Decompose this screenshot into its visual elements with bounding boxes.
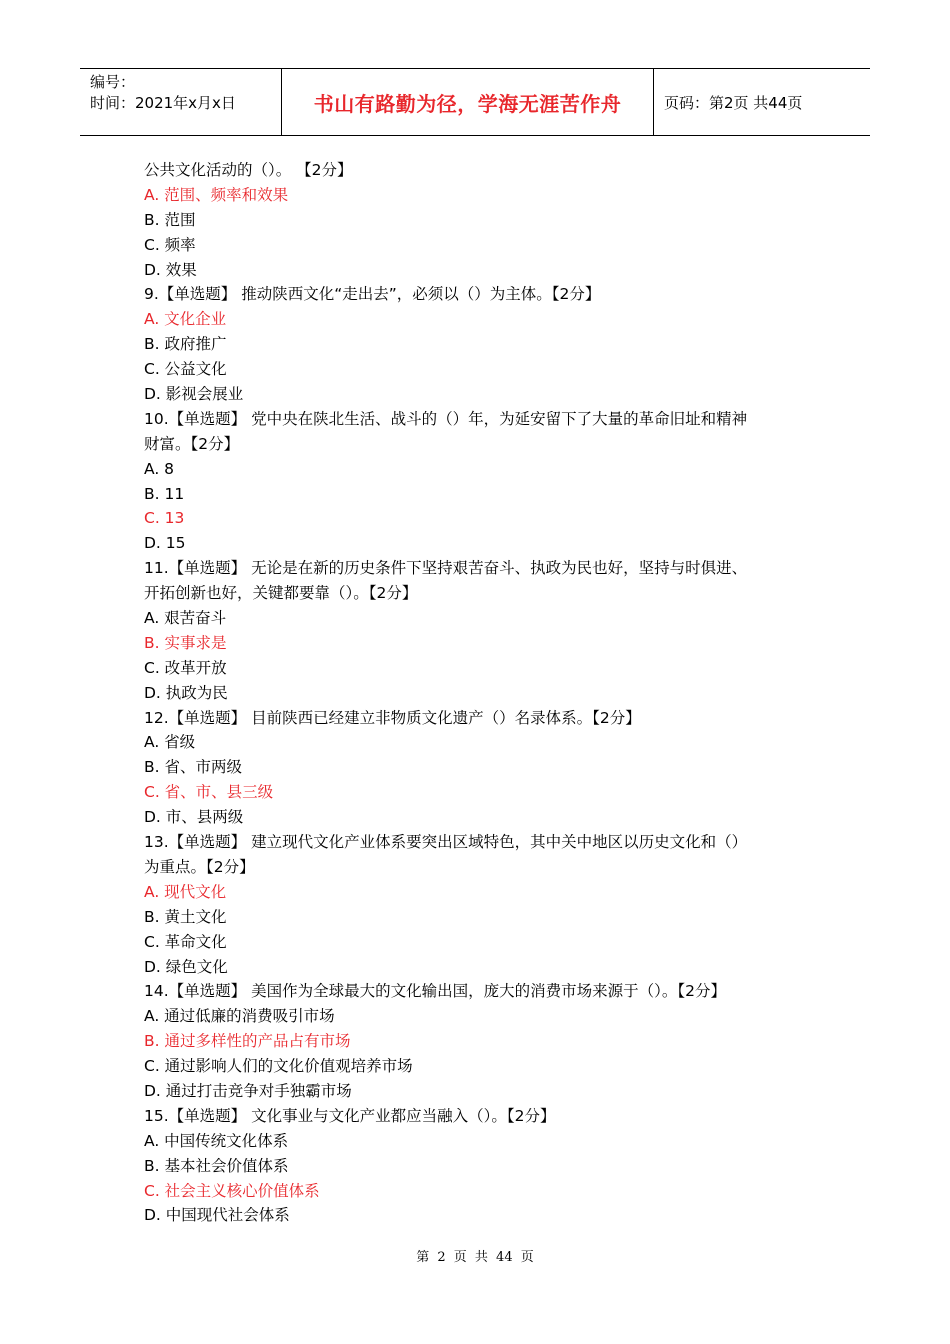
question-list [144,158,824,1228]
answer-option: D. 执政为民 [144,683,228,702]
header-motto: 书山有路勤为径，学海无涯苦作舟 [313,91,622,116]
answer-option: C. 革命文化 [144,932,227,951]
answer-option: B. 黄土文化 [144,907,227,926]
page-footer: 第 2 页 共 44 页 [416,1250,534,1265]
correct-answer-option: C. 省、市、县三级 [144,783,274,802]
answer-option: B. 政府推广 [144,335,227,354]
question-text: 15.【单选题】 文化事业与文化产业都应当融入（）。【2分】 [144,1106,556,1125]
question-text: 12.【单选题】 目前陕西已经建立非物质文化遗产（）名录体系。【2分】 [144,708,641,727]
answer-option: B. 基本社会价值体系 [144,1156,289,1175]
answer-option: B. 11 [144,484,185,503]
correct-answer-option: B. 通过多样性的产品占有市场 [144,1032,351,1051]
answer-option: B. 省、市两级 [144,758,242,777]
answer-option: D. 影视会展业 [144,385,244,404]
answer-option: A. 艰苦奋斗 [144,609,227,628]
time-label: 时间：2021年x月x日 [90,94,236,112]
correct-answer-option: C. 社会主义核心价值体系 [144,1181,320,1200]
question-text: 开拓创新也好，关键都要靠（）。【2分】 [144,584,418,603]
answer-option: A. 通过低廉的消费吸引市场 [144,1007,335,1026]
answer-option: A. 8 [144,459,175,478]
question-text: 11.【单选题】 无论是在新的历史条件下坚持艰苦奋斗、执政为民也好，坚持与时俱进、 [144,559,748,578]
answer-option: C. 改革开放 [144,658,227,677]
question-text: 公共文化活动的（）。 【2分】 [144,161,353,179]
answer-option: D. 效果 [144,260,197,279]
page-header [80,68,870,136]
answer-option: D. 通过打击竞争对手独霸市场 [144,1081,352,1100]
answer-option: A. 中国传统文化体系 [144,1131,289,1150]
question-text: 为重点。【2分】 [144,857,255,876]
header-page-cell [654,69,870,135]
answer-option: C. 频率 [144,235,196,254]
header-meta [80,69,282,135]
answer-option: D. 15 [144,534,186,553]
answer-option: D. 绿色文化 [144,957,228,976]
answer-option: D. 市、县两级 [144,808,244,827]
header-page-label: 页码：第2页 共44页 [664,93,803,112]
question-text: 财富。【2分】 [144,434,240,453]
question-text: 9.【单选题】 推动陕西文化“走出去”，必须以（）为主体。【2分】 [144,285,601,304]
serial-label: 编号： [90,73,136,91]
question-text: 10.【单选题】 党中央在陕北生活、战斗的（）年，为延安留下了大量的革命旧址和精神 [144,409,748,428]
correct-answer-option: B. 实事求是 [144,633,227,652]
correct-answer-option: C. 13 [144,509,185,528]
answer-option: D. 中国现代社会体系 [144,1206,290,1225]
correct-answer-option: A. 范围、频率和效果 [144,185,289,204]
correct-answer-option: A. 文化企业 [144,310,227,329]
correct-answer-option: A. 现代文化 [144,882,227,901]
answer-option: B. 范围 [144,210,196,229]
answer-option: A. 省级 [144,733,196,752]
question-text: 14.【单选题】 美国作为全球最大的文化输出国，庞大的消费市场来源于（）。【2分】 [144,982,726,1001]
header-motto-cell [282,69,654,135]
answer-option: C. 公益文化 [144,360,227,379]
answer-option: C. 通过影响人们的文化价值观培养市场 [144,1057,413,1076]
question-text: 13.【单选题】 建立现代文化产业体系要突出区域特色，其中关中地区以历史文化和（） [144,833,748,852]
